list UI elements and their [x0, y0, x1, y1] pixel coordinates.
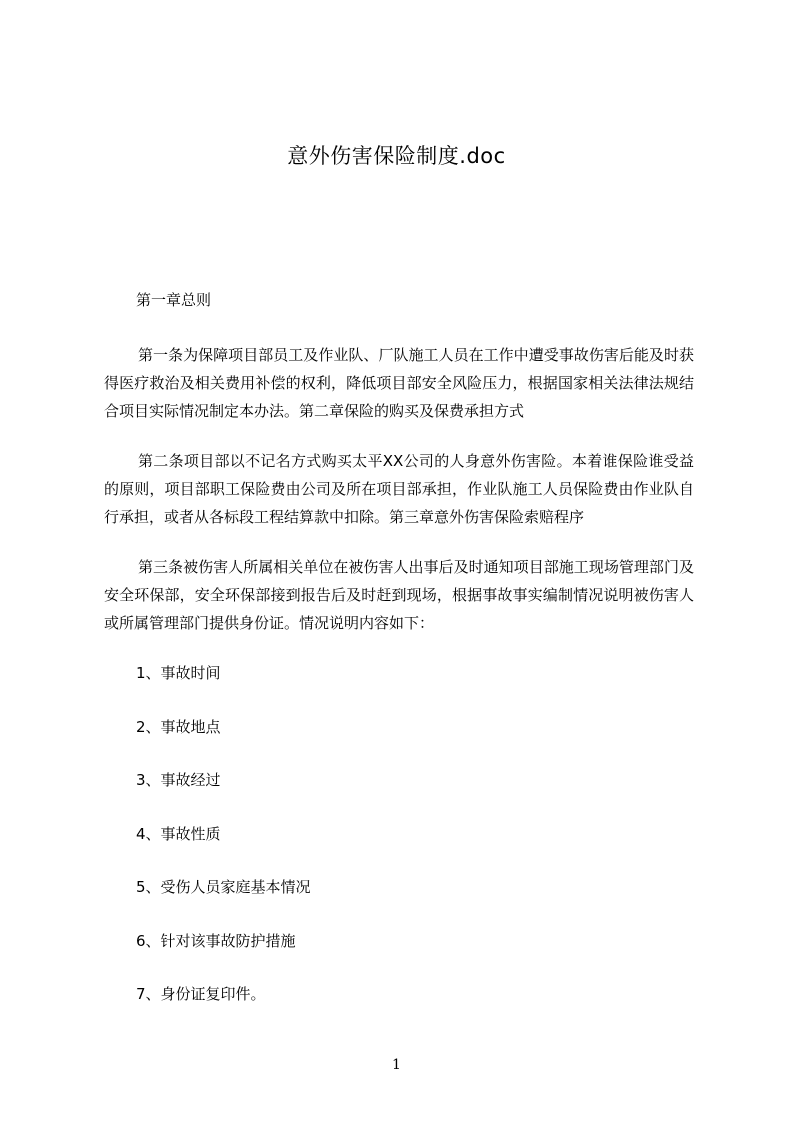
list-item: 4、事故性质	[136, 825, 221, 843]
chapter-heading: 第一章总则	[136, 291, 212, 309]
list-item: 7、身份证复印件。	[136, 985, 266, 1003]
paragraph-article-2: 第二条项目部以不记名方式购买太平XX公司的人身意外伤害险。本着谁保险谁受益的原则，项目部职工保险费由公司及所在项目部承担，作业队施工人员保险费由作业队自行承担，或者从各标段工程结算款中扣除。第三章意外伤害保险索赔程序	[104, 452, 694, 526]
paragraph-article-3: 第三条被伤害人所属相关单位在被伤害人出事后及时通知项目部施工现场管理部门及安全环保部，安全环保部接到报告后及时赶到现场，根据事故事实编制情况说明被伤害人或所属管理部门提供身份证。情况说明内容如下：	[104, 558, 694, 632]
page-number: 1	[392, 1057, 401, 1073]
paragraph-article-1: 第一条为保障项目部员工及作业队、厂队施工人员在工作中遭受事故伤害后能及时获得医疗救治及相关费用补偿的权利，降低项目部安全风险压力，根据国家相关法律法规结合项目实际情况制定本办法。第二章保险的购买及保费承担方式	[104, 346, 694, 420]
document-title: 意外伤害保险制度.doc	[287, 144, 506, 168]
list-item: 2、事故地点	[136, 718, 221, 736]
list-item: 5、受伤人员家庭基本情况	[136, 878, 311, 896]
list-item: 3、事故经过	[136, 771, 221, 789]
list-item: 1、事故时间	[136, 664, 221, 682]
list-item: 6、针对该事故防护措施	[136, 932, 296, 950]
